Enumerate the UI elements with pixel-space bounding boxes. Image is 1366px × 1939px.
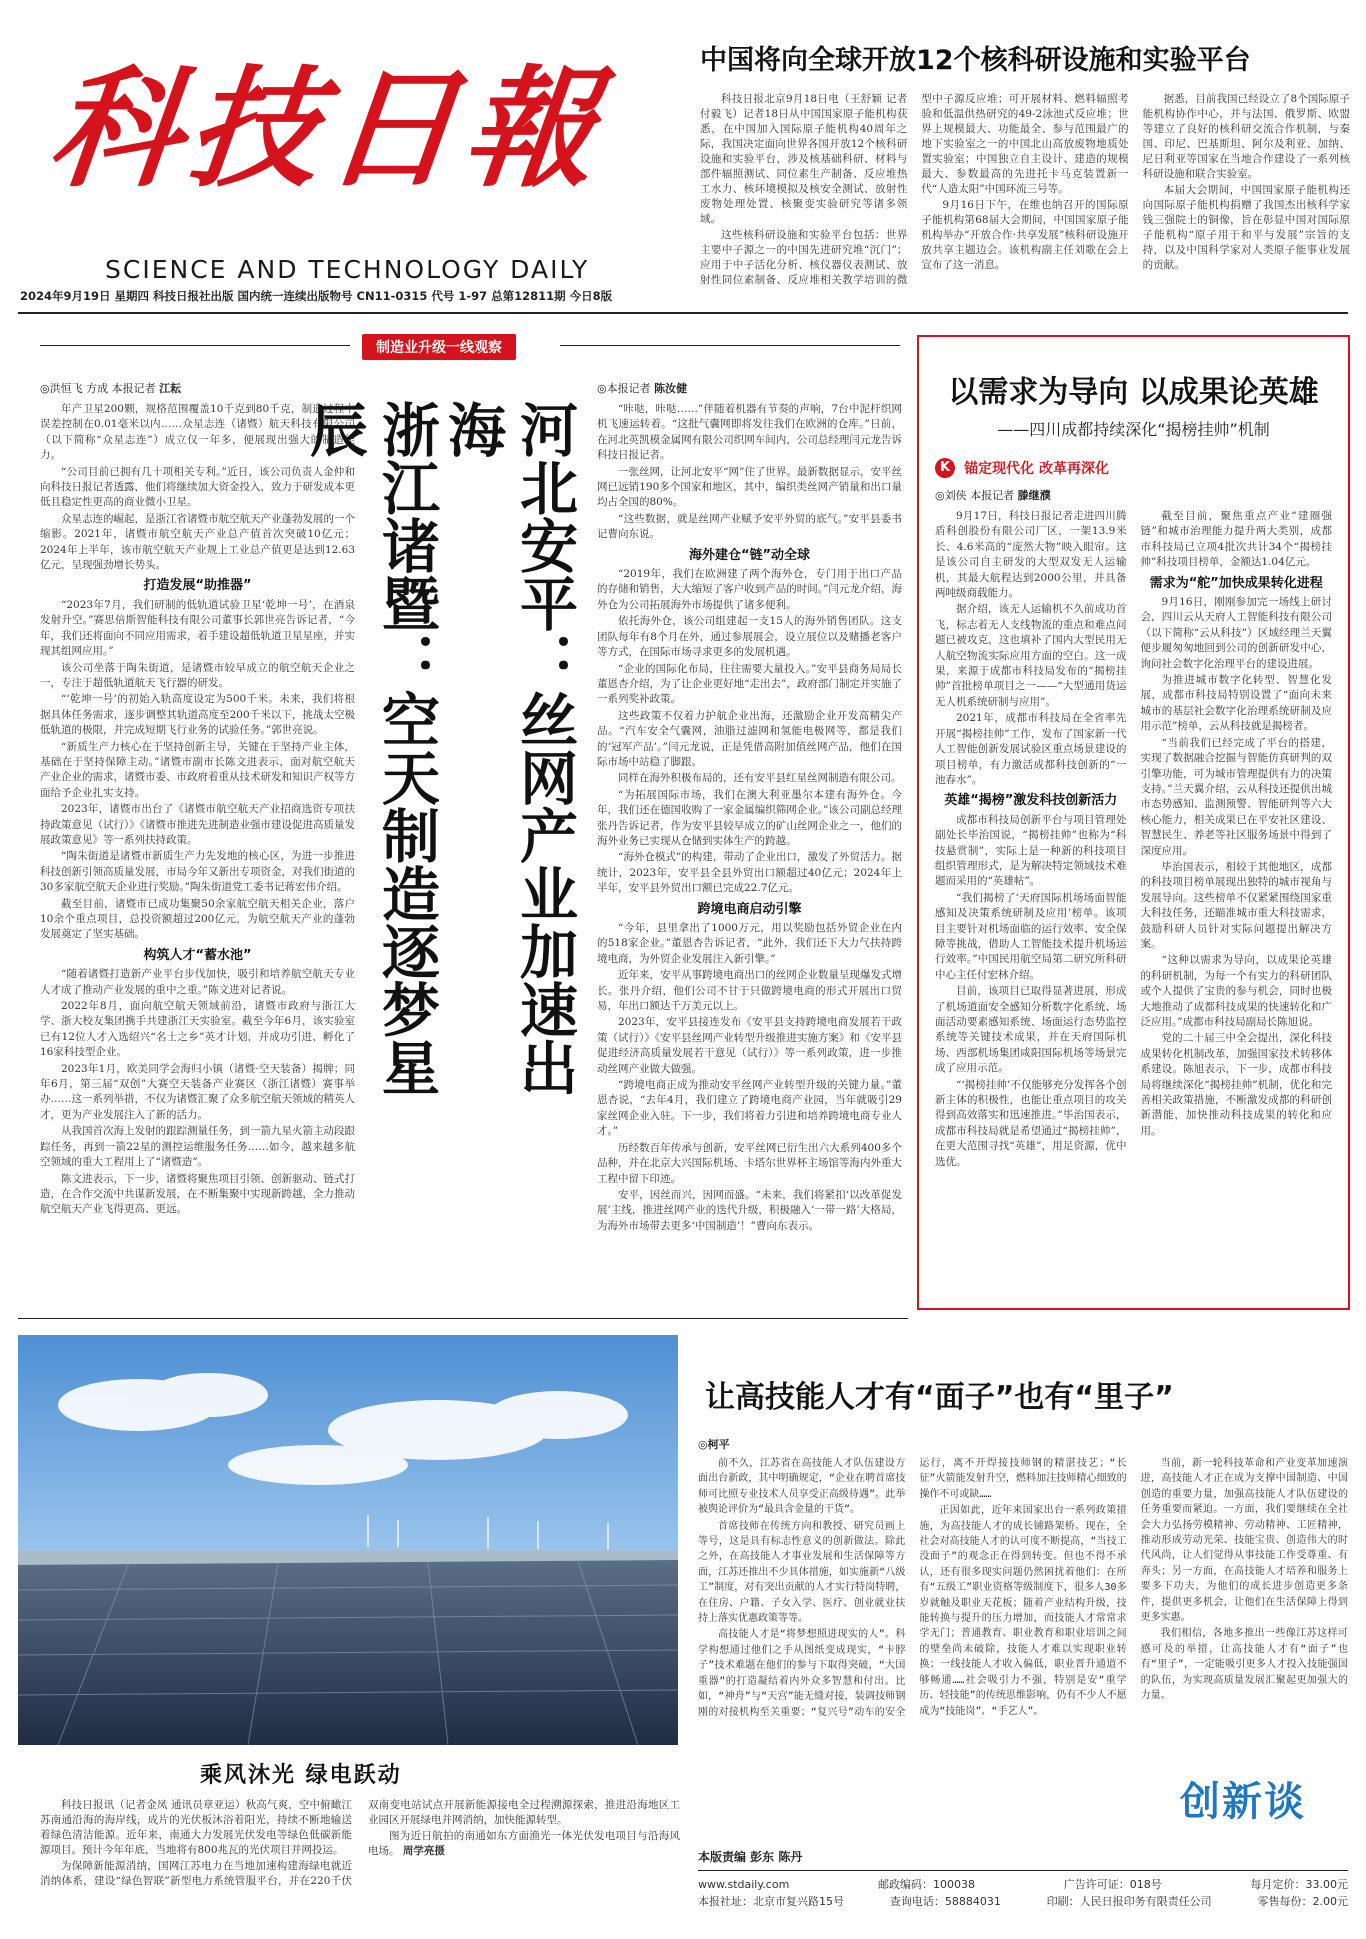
paragraph: 年产卫星200颗，规格范围覆盖10千克到80千克，制造过程中误差控制在0.01毫米以内……众星志连（诸暨）航天科技有限公司（以下简称“众星志连”）成立仅一年多，便展现出强大的制造能力。 — [40, 403, 355, 462]
paragraph: 历经数百年传承与创新，安平丝网已衍生出六大系列400多个品种，并在北京大兴国际机场、卡塔尔世界杯主场馆等海内外重大工程中留下印迹。 — [597, 1141, 902, 1185]
sichuan-story-box — [917, 335, 1350, 1310]
paragraph: 截至目前，聚焦重点产业“建圈强链”和城市治理能力提升两大类别，成都市科技局已立项4批次共计34个“揭榜挂帅”科技项目榜单，金额达1.04亿元。 — [1140, 510, 1332, 569]
paragraph: 目前，该项目已取得显著进展，形成了机场道面安全感知分析数字化系统、场面活动要素感知系统、场面运行态势监控系统等关键技术成果，并在天府国际机场、西部机场集团咸阳国际机场等场景完成了应用示范。 — [935, 985, 1127, 1075]
paragraph: “这种以需求为导向，以成果论英雄的科研机制，为每一个有实力的科研团队或个人提供了宝贵的参与机会，同时也极大地推动了成都科技成果的快速转化和广泛应用。”成都市科技局副局长陈旭说。 — [1140, 954, 1332, 1028]
paragraph: 科技日报讯（记者金凤 通讯员章亚运）秋高气爽，空中俯瞰江苏南通沿海的海岸线，成片的光伏板沐浴着阳光，持续不断地输送着绿色清洁能源。近年来，南通大力发展光伏发电等绿色低碳新能源项目。预计今年年底，当地将有800兆瓦的光伏项目并网投运。 — [40, 1799, 352, 1856]
zhejiang-headline: 浙江诸暨：空天制造逐梦星辰 — [300, 400, 440, 1096]
paragraph: 2023年，诸暨市出台了《诸暨市航空航天产业招商选资专项扶持政策意见（试行）》《诸暨市推进先进制造业强市建设促进高质量发展政策意见》等一系列扶持政策。 — [40, 803, 355, 846]
paragraph: “‘乾坤一号’的初始入轨高度设定为500千米。未来，我们将根据具体任务需求，逐步调整其轨道高度至200千米以下，挑战太空极低轨道的极限，并完成短期飞行业务的试验任务。”郭世亮说。 — [40, 693, 355, 737]
paragraph: “2023年7月，我们研制的低轨道试验卫星‘乾坤一号’，在酒泉发射升空。”赛思倍斯智能科技有限公司董事长郭世亮告诉记者，“今年，我们还将面向不同应用需求，着手建设超低轨道卫星星座，并实现其组网应用。” — [40, 598, 355, 658]
printer: 印刷：人民日报印务有限责任公司 — [1046, 1895, 1212, 1908]
photo-note: 图为近日航拍的南通如东方面渔光一体光伏发电项目与沿海风电场。 — [368, 1830, 680, 1857]
paragraph: “海外仓模式”的构建，带动了企业出口，激发了外贸活力。据统计，2023年，安平县全县外贸出口额超过40亿元；2024年上半年，安平县外贸出口额已完成22.7亿元。 — [597, 851, 902, 895]
paragraph: 为保障新能源消纳，国网江苏电力在当地加速构建海绿电就近消纳体系，建设“绿色智联”新型电力系统管服平台，并在220千伏双南变电站试点开展新能源接电全过程溯源探索，推进沿海地区工业园区开展绿电并网消纳，加快能源转型。 — [40, 1799, 680, 1887]
paragraph: “咔哒，咔哒……”伴随着机器有节奏的声响，7台中泥杆织网机飞速运转着。“这批气囊网即将发往我们在欧洲的仓库。”日前，在河北英凯模金属网有限公司织网车间内，公司总经理闫元龙告诉科技日报记者。 — [597, 403, 902, 462]
k-logo-icon: K — [935, 458, 955, 478]
phone: 查询电话：58884031 — [889, 1895, 1001, 1908]
paragraph: “公司目前已拥有几十项相关专利。”近日，该公司负责人金仲和向科技日报记者透露，他们将继续加大资金投入，致力于研发成本更低且稳定性更高的商业微小卫星。 — [40, 465, 355, 509]
banner-line — [560, 345, 900, 346]
paragraph: “随着诸暨打造新产业平台步伐加快，吸引和培养航空航天专业人才成了推动产业发展的重中之重。”陈文进对记者说。 — [40, 968, 355, 996]
address: 本报社址：北京市复兴路15号 — [698, 1895, 844, 1908]
paragraph: 众星志连的崛起，是浙江省诸暨市航空航天产业蓬勃发展的一个缩影。2021年，诸暨市航空航天产业总产值首次突破10亿元；2024年上半年，该市航空航天产业规上工业总产值更是达到12.63亿元，呈现强劲增长势头。 — [40, 512, 355, 572]
subheading: 打造发展“助推器” — [143, 578, 252, 594]
byline-name: 江耘 — [159, 382, 182, 395]
subheading: 海外建仓“链”动全球 — [688, 547, 811, 563]
sichuan-headline: 以需求为导向 以成果论英雄 — [948, 375, 1319, 410]
paragraph: “为拓展国际市场，我们在澳大利亚墨尔本建有海外仓。今年，我们还在德国收购了一家金属编织筛网企业。”该公司副总经理张丹告诉记者，作为安平县较早成立的矿山丝网企业之一，他们的海外业务已实现从仓储到实体生产的跨越。 — [597, 788, 902, 847]
paragraph: “企业的国际化布局，往往需要大量投入。”安平县商务局局长董恩杏介绍，为了让企业更好地“走出去”，政府部门制定并实施了一系列奖补政策。 — [597, 662, 902, 706]
paragraph — [368, 1829, 680, 1859]
commentary-byline: ◎柯平 — [698, 1438, 730, 1451]
paragraph: 据悉，目前我国已经设立了8个国际原子能机构协作中心，并与法国、俄罗斯、欧盟等建立了良好的核科研交流合作机制，与秦国、印尼、巴基斯坦、阿尔及利亚、加纳、尼日利亚等国家在当地合作建设了一系列核科研设施和联合实验室。 — [1142, 93, 1350, 180]
paragraph: “今年，县里拿出了1000万元，用以奖励包括外贸企业在内的518家企业。”董恩杏告诉记者，“此外，我们还下大力气扶持跨境电商，为外贸企业发展注入新引擎。” — [597, 922, 902, 965]
sichuan-body — [935, 509, 1332, 1299]
paragraph: 毕治国表示，相较于其他地区，成都的科技项目榜单展现出独特的城市视角与发展导向。这些榜单不仅紧紧围绕国家重大科技任务，还瞄准城市重大科技需求，鼓励科研人员针对实际问题提出解决方案。 — [1140, 860, 1332, 950]
paragraph: 为推进城市数字化转型、智慧化发展，成都市科技局特别设置了“面向未来城市的基层社会数字化治理系统研制及应用示范”榜单，云从科技就是揭榜者。 — [1140, 674, 1332, 733]
paragraph: 科技日报北京9月18日电（王舒颖 记者付毅飞）记者18日从中国国家原子能机构获悉，在中国加入国际原子能机构40周年之际，我国决定面向世界各国开放12个核科研设施和实验平台，涉及核基础科研、材料与部件辐照测试、同位素生产制备、反应堆热工水力、核环境模拟及核安全测试、放射性废物处理处置、核聚变实验研究等诸多领域。 — [700, 93, 908, 225]
sichuan-byline — [935, 487, 1051, 503]
paragraph: 同样在海外积极布局的，还有安平县红星丝网制造有限公司。 — [618, 772, 902, 785]
top-story-body — [700, 92, 1350, 307]
sichuan-subtitle: ——四川成都持续深化“揭榜挂帅”机制 — [997, 420, 1270, 439]
sichuan-kicker — [935, 457, 1109, 478]
photo-credit: 周学亮摄 — [402, 1845, 445, 1857]
paragraph: “我们揭榜了‘天府国际机场场面智能感知及决策系统研制及应用’榜单。该项目主要针对机场面临的运行效率、安全保障等挑战，借助人工智能技术提升机场运行效率。”中国民用航空局第二研究所科研中心主任付宏林介绍。 — [935, 891, 1127, 981]
monthly-price: 每月定价：33.00元 — [1250, 1878, 1348, 1891]
website-link[interactable]: www.stdaily.com — [698, 1878, 790, 1891]
copy-price: 零售每份：2.00元 — [1257, 1895, 1348, 1908]
paragraph: “当前我们已经完成了平台的搭建，实现了数据融合挖掘与智能仿真研判的双引擎功能，可为城市管理提供有力的决策支持。”兰天翼介绍，云从科技还提供出城市态势感知、监测预警、智能研判等六大核心能力，相关成果已在平安社区建设、智慧民生、养老等社区服务场景中得到了深度应用。 — [1140, 736, 1332, 857]
paragraph: 一张丝网，让河北安平“网”住了世界。最新数据显示，安平丝网已远销190多个国家和地区，其中，编织类丝网产销量和出口量均占全国的80%。 — [597, 465, 902, 509]
paragraph: 2022年8月，面向航空航天领域前沿，诸暨市政府与浙江大学、浙大校友集团携手共建浙江天实验室。截至今年6月，该实验室已有12位人才入选绍兴“名士之乡”英才计划，并成功引进、孵化了16家科技型企业。 — [40, 1000, 355, 1059]
paragraph: 9月16日，刚刚参加完一场线上研讨会，四川云从天府人工智能科技有限公司（以下简称“云从科技”）区域经理兰天翼便步履匆匆地回到公司的创新研发中心，询问社会数字化治理平台的建设进展。 — [1140, 596, 1332, 670]
paragraph: 我们相信，各地多推出一些像江苏这样可感可及的举措，让高技能人才有“面子”也有“里子”，一定能吸引更多人才投入技能强国的队伍，为实现高质量发展汇聚起更加强大的力量。 — [1140, 1628, 1348, 1702]
byline-prefix: ◎刘侠 本报记者 — [935, 489, 1015, 502]
paragraph: 2023年，安平县接连发布《安平县支持跨境电商发展若干政策（试行）》《安平县丝网产业转型升级推进实施方案》和《安平县促进经济高质量发展若干意见（试行）》等一系列政策，进一步推动丝网产业做大做强。 — [597, 1016, 902, 1075]
paragraph: 首席技师在传统方向和教授、研究员画上等号，这是具有标志性意义的创新做法。除此之外，在高技能人才事业发展和生活保障等方面，江苏还推出不少具体措施，如实施新“八级工”制度，对有突出贡献的人才实行特岗特聘，在住房、户籍、子女入学、医疗、创业就业扶持上落实优惠政策等等。 — [698, 1520, 906, 1625]
kicker-label: 锚定现代化 改革再深化 — [964, 460, 1109, 477]
paragraph: “陶朱街道是诸暨市新质生产力先发地的核心区，为进一步推进科技创新引领高质量发展，市局今年又新出专项资金，对我们街道的30多家航空航天企业进行奖励。”陶朱街道党工委书记蒋宏伟介绍。 — [40, 850, 355, 894]
subheading: 英雄“揭榜”激发科技创新活力 — [944, 793, 1118, 809]
paragraph: 依托海外仓，该公司组建起一支15人的海外销售团队。这支团队每年有8个月在外，通过参展展会，设立展位以及赌播老客户等方式，在国际市场寻求更多的发展机遇。 — [597, 615, 902, 659]
mid-divider — [18, 1318, 908, 1319]
footer — [698, 1876, 1348, 1910]
paragraph: 正因如此，近年来国家出台一系列政策措施，为高技能人才的成长铺路架桥。现在，全社会对高技能人才的认可度不断提高，“当技工没面子”的观念正在得到转变。但也不得不承认，还有很多现实问题仍然困扰着他们：在所有“五级工”职业资格等级制度下，很多人30多岁就触及职业天花板；随着产业结构升级，技能转换与提升的压力增加，而技能人才常常求学无门；普通教育、职业教育和职业培训之间的壁垒尚未破除，技能人才难以实现职业转换；一线技能人才收入偏低，职业晋升通道不够畅通……社会吸引力不强，特别是安“重学历、轻技能”的传统思维影响，仍有不少人不愿成为“技能岗”、“手艺人”。 — [919, 1505, 1127, 1717]
paragraph: 高技能人才是“将梦想照进现实的人”。科学构想通过他们之手从图纸变成现实，“卡脖子”技术难题在他们的参与下取得突破，“大国重器”的打造凝结着内外众多智慧和付出。比如，“神舟”与“天宫”能无缝对接，装调技师钢刚的对接机构至关重要；“复兴号”动车的安全运行，离不开焊接技师钢的精湛技艺；“长征”火箭能发射升空，燃料加注技师精心细致的操作不可或缺…… — [698, 1458, 1127, 1718]
hebei-headline: 河北安平：丝网产业加速出海 — [438, 400, 578, 1096]
photo-caption-title: 乘风沐光 绿电跃动 — [200, 1763, 402, 1788]
hebei-body — [597, 402, 902, 1272]
paragraph: 据介绍，该无人运输机不久前成功首飞，标志着无人支线物流的重点和难点问题已被攻克，这也填补了国内大型民用无人航空物流实际应用方面的空白。这一成果，来源于成都市科技局发布的“揭榜挂帅”首批榜单项目之一——“大型通用货运无人机系统研制与应用”。 — [935, 603, 1127, 708]
paragraph: “新质生产力核心在于坚持创新主导，关键在于坚持产业主体，基础在于坚持保障主动。”诸暨市副市长陈文进表示，面对航空航天产业企业的需求，诸暨市委、市政府着重从技术研发和知识产权等方面给予企业扎实支持。 — [40, 740, 355, 799]
dateline: 2024年9月19日 星期四 科技日报社出版 国内统一连续出版物号 CN11-0315 代号 1-97 总第12811期 今日8版 — [20, 289, 613, 303]
byline-prefix: ◎本报记者 — [597, 382, 651, 395]
paragraph: 从我国首次海上发射的跟踪测量任务，到一箭九星火箭主动段跟踪任务，再到一箭22星的测控运维服务任务……如今，越来越多航空领域的重大工程用上了“诸暨造”。 — [40, 1125, 355, 1169]
postcode: 邮政编码：100038 — [878, 1878, 976, 1891]
paragraph: 这些核科研设施和实验平台包括：世界主要中子源之一的中国先进研究堆“沉门”；应用于中子活化分析、核仪器仪表测试、放射性同位素制备、反应堆相关教学培训的微型中子源反应堆；可开展材料、燃料辐照考验和低温供热研究的49-2泳池式反应堆；世界上规模最大、功能最全、参与范围最广的地下实验室之一的中国北山高放废物地质处置实验室；中国独立自主设计、建造的规模最大、参数最高的先进托卡马克装置新一代“人造太阳”中国环流三号等。 — [700, 93, 1129, 286]
paragraph: 2023年1月，欧美同学会海归小镇（诸暨·空天装备）揭牌；同年6月，第三届“双创”大赛空天装备产业赛区（浙江诸暨）赛事举办……这一系列举措，不仅为诸暨汇聚了众多航空航天领域的精英人才，更为产业发展注入了新的活力。 — [40, 1062, 355, 1121]
byline-name: 陈汝健 — [654, 382, 688, 395]
masthead-divider — [18, 312, 1348, 314]
paragraph: 前不久，江苏省在高技能人才队伍建设方面出台新政，其中明确规定，“企业在聘首席技师可比照专业技术人员享受正高级待遇”。此举被舆论评价为“最具含金量的干货”。 — [698, 1458, 906, 1516]
footer-row — [698, 1876, 1348, 1893]
paragraph: 党的二十届三中全会提出，深化科技成果转化机制改革，加强国家技术转移体系建设。陈旭表示，下一步，成都市科技局将继续深化“揭榜挂帅”机制，优化和完善相关政策措施，不断激发成都的科研创新潜能，加快推动科技成果的转化和应用。 — [1140, 1032, 1332, 1137]
paragraph: “‘揭榜挂帅’不仅能够充分发挥各个创新主体的积极性，也能让重点项目的攻关得到高效落实和迅速推进。”毕治国表示，成都市科技局就是希望通过“揭榜挂帅”，在更大范围寻找“英雄”，用足资源，优中选优。 — [935, 1078, 1127, 1168]
column-logo: 创新谈 — [1180, 1779, 1306, 1825]
paragraph: 2021年，成都市科技局在全省率先开展“揭榜挂帅”工作，发布了国家新一代人工智能创新发展试验区重点场景建设的项目榜单，有力激活成都科技创新的“一池春水”。 — [935, 712, 1127, 786]
hebei-byline — [597, 380, 687, 396]
paragraph: 截至目前，诸暨市已成功集聚50余家航空航天相关企业，落户10余个重点项目，总投资额超过200亿元，为航空航天产业的蓬勃发展奠定了坚实基础。 — [40, 897, 355, 941]
subheading: 需求为“舵”加快成果转化进程 — [1149, 575, 1323, 591]
paragraph: 当前，新一轮科技革命和产业变革加速演进，高技能人才正在成为支撑中国制造、中国创造的重要力量，加强高技能人才队伍建设的任务重要而紧迫。一方面，我们要继续在全社会大力弘扬劳模精神、劳动精神、工匠精神，推动形成劳动光荣、技能宝贵、创造伟大的时代风尚，让人们觉得从事技能工作受尊重、有奔头；另一方面，在高技能人才培养和服务上要多下功夫，为他们的成长进步创造更多条件，提供更多机会，让他们在生活保障上得到更多实惠。 — [1140, 1458, 1348, 1624]
subheading: 构筑人才“蓄水池” — [143, 947, 252, 963]
subheading: 跨境电商启动引擎 — [697, 901, 802, 917]
byline-name: 滕继濮 — [1017, 489, 1051, 502]
banner-line — [40, 345, 350, 346]
paragraph: 本届大会期间，中国国家原子能机构还向国际原子能机构捐赠了我国杰出核科学家钱三强院士的铜像，旨在彰显中国对国际原子能机构“原子用于和平与发展”宗旨的支持，以及中国科学家对人类原子能事业发展的贡献。 — [1142, 184, 1350, 271]
footer-divider — [698, 1870, 1348, 1871]
paragraph: 该公司坐落于陶朱街道，是诸暨市较早成立的航空航天企业之一，专注于超低轨道航天飞行器的研发。 — [40, 661, 355, 689]
paragraph: “跨境电商正成为推动安平丝网产业转型升级的关键力量。”董恩杏说，“去年4月，我们建立了跨境电商产业园，当年就吸引29家丝网企业入驻。下一步，我们将着力引进和培养跨境电商专业人才。” — [597, 1079, 902, 1138]
zhejiang-byline — [40, 380, 181, 396]
paragraph: 近年来，安平从事跨境电商出口的丝网企业数量呈现爆发式增长。张丹介绍，他们公司不甘于只做跨境电商的形式开展出口贸易，年出口额达千万美元以上。 — [597, 969, 902, 1013]
top-story-headline: 中国将向全球开放12个核科研设施和实验平台 — [700, 45, 1251, 76]
paragraph: “这些数据，就是丝网产业赋予安平外贸的底气。”安平县委书记曹向东说。 — [597, 512, 902, 541]
paragraph: 成都市科技局创新平台与项目管理处副处长毕治国说，“揭榜挂帅”也称为“科技悬赏制”，实际上是一种新的科技项目组织管理形式，是为解决特定领域技术难题而采用的“英雄帖”。 — [935, 813, 1127, 888]
photo-caption-body — [40, 1798, 680, 1928]
ad-license: 广告许可证：018号 — [1063, 1878, 1162, 1891]
editors: 本版责编 彭东 陈丹 — [698, 1850, 803, 1864]
paragraph: 这些政策不仅着力护航企业出海，还激励企业开发高精尖产品。“汽车安全气囊网，油脂过滤网和氢能电极网等，都是我们的‘冠军产品’。”闫元龙说，正是凭借高附加值丝网产品，他们在国际市场中站稳了脚跟。 — [597, 709, 902, 768]
english-title: SCIENCE AND TECHNOLOGY DAILY — [105, 255, 590, 284]
commentary-headline: 让高技能人才有“面子”也有“里子” — [705, 1380, 1174, 1415]
zhejiang-body — [40, 402, 355, 1272]
paragraph: 9月16日下午，在维也纳召开的国际原子能机构第68届大会期间，中国国家原子能机构举办“开放合作·共享发展”核科研设施开放共享主题边会。该机构副主任刘歌在会上宣布了这一消息。 — [921, 199, 1129, 271]
paragraph: 9月17日，科技日报记者走进四川腾盾科创股份有限公司厂区，一架13.9米长、4.6米高的“庞然大物”映入眼帘。这是该公司自主研发的大型双发无人运输机，其最大航程达到2000公里，并具备两吨级商载能力。 — [935, 510, 1127, 600]
paragraph: 安平，因丝而兴，因网而盛。“未来，我们将紧扣‘以改革促发展’主线，推进丝网产业的迭代升级，积极融入‘一带一路’大格局，为海外市场带去更多‘中国制造’！”曹向东表示。 — [597, 1188, 902, 1232]
paragraph: 陈文进表示，下一步，诸暨将聚焦项目引领、创新驱动、链式打造，在合作交流中共谋新发展，在不断集聚中实现新跨越，全力推动航空航天产业飞得更高、更远。 — [40, 1172, 355, 1216]
footer-row — [698, 1893, 1348, 1910]
paragraph: “2019年，我们在欧洲建了两个海外仓，专门用于出口产品的存储和销售，大大缩短了客户收到产品的时间。”闫元龙介绍，海外仓为公司拓展海外市场提供了诸多便利。 — [597, 568, 902, 611]
section-banner: 制造业升级一线观察 — [362, 334, 516, 360]
masthead-logo: 科技日報 — [43, 52, 612, 205]
solar-farm-photo — [18, 1335, 678, 1745]
byline-prefix: ◎洪恒飞 方成 本报记者 — [40, 382, 156, 395]
solar-farm-image — [18, 1335, 678, 1745]
